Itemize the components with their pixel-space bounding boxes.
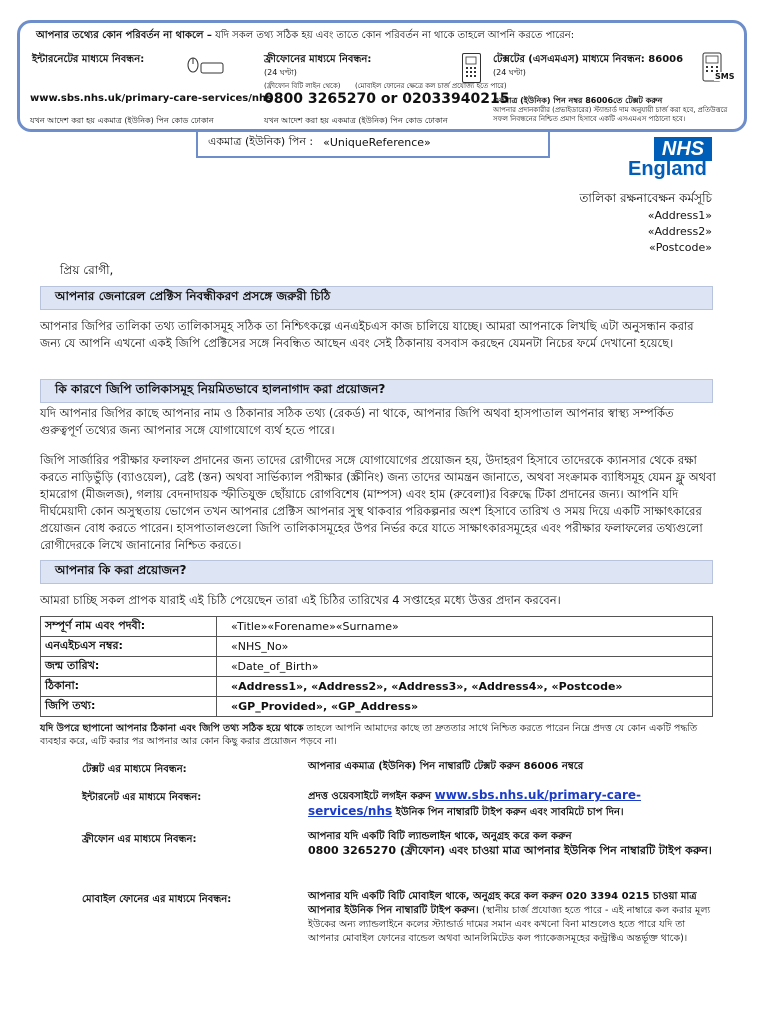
- reg-freephone-instructions: [308, 830, 718, 858]
- reg-freephone-pre: আপনার যদি একটি বিটি ল্যান্ডলাইন থাকে, অনুগ্রহ করে কল করুন: [308, 831, 572, 842]
- form-label: এনএইচএস নম্বর:: [41, 637, 217, 657]
- no-change-intro-bold: আপনার তথ্যের কোন পরিবর্তন না থাকলে –: [36, 30, 212, 41]
- address-line-4: «Postcode»: [648, 241, 712, 254]
- reg-internet-post: ইউনিক পিন নাম্বারটি টাইপ করুন এবং সাবমিটে চাপ দিন।: [395, 807, 624, 818]
- internet-url[interactable]: www.sbs.nhs.uk/primary-care-services/nhs: [30, 93, 273, 104]
- phone-label: ফ্রীফোনের মাধ্যমে নিবন্ধন:: [264, 54, 372, 65]
- table-row: [41, 657, 713, 677]
- section-heading-why-update: কি কারণে জিপি তালিকাসমূহ নিয়মিতভাবে হালনাগাদ করা প্রয়োজন?: [40, 379, 713, 403]
- unique-reference-box: [196, 129, 550, 158]
- phone-icon: [462, 53, 481, 83]
- internet-label: ইন্টারনেটের মাধ্যমে নিবন্ধন:: [32, 54, 145, 65]
- table-row: [41, 677, 713, 697]
- form-label: সম্পূর্ণ নাম এবং পদবী:: [41, 617, 217, 637]
- sms-phone-icon: [700, 52, 736, 84]
- address-block: [430, 190, 712, 256]
- reg-mobile-post: (স্থানীয় চার্জ প্রযোজ্য হতে পারে - এই নাম্বারে কল করার মূল্য ইউকের অন্য ল্যান্ডলাইনে কলের স্ট্যান্ডার্ড দামের সমান এবং কখনো বিনা মাশুলেও হতে পারে যদি তা আপনার মোবাইল ফোনের বান্ডেল অথবা আনলিমিটেড কল প্যাকেজসমূহের কন্ট্রাক্টএ অন্তর্ভূক্ত থাকে)।: [308, 905, 711, 944]
- address-line-3: «Address2»: [647, 225, 712, 238]
- form-value: «GP_Provided», «GP_Address»: [217, 697, 713, 717]
- phone-note: যখন আদেশ করা হয় একমাত্র (ইউনিক) পিন কোড ঢোকান: [264, 116, 448, 125]
- phone-hours: (24 ঘণ্টা): [264, 68, 297, 77]
- reg-mobile-pre: আপনার যদি একটি বিটি মোবাইল থাকে, অনুগ্রহ করে কল করুন 020 3394 0215 চাওয়া মাত্র আপনার ইউনিক পিন নাম্বারটি টাইপ করুন।: [308, 891, 697, 916]
- confirm-note: [40, 722, 716, 748]
- reg-mobile-instructions: [308, 890, 718, 946]
- salutation: প্রিয় রোগী,: [60, 263, 114, 277]
- confirm-note-bold: যদি উপরে ছাপানো আপনার ঠিকানা এবং জিপি তথ্য সঠিক হয়ে থাকে: [40, 723, 304, 734]
- form-label: ঠিকানা:: [41, 677, 217, 697]
- unique-ref-label: একমাত্র (ইউনিক) পিন :: [208, 135, 314, 148]
- sms-charge-note: আপনার প্রদানকারীর (প্রভাইডারের) স্ট্যান্ডার্ড দাম অনুযায়ী চার্জ করা হবে, প্রতিউত্তরে সফল নিবন্ধনের নিশ্চিত প্রমাণ হিসাবে একটি এসএমএস পাঠানো হবে।: [493, 106, 728, 123]
- section-2-paragraph-2: জিপি সার্জারির পরীক্ষার ফলাফল প্রদানের জন্য তাদের রোগীদের সঙ্গে যোগাযোগের প্রয়োজন হয়, উদাহরণ হিসাবে তাদেরকে ক্যানসার থেকে রক্ষা করতে নাড়িভুঁড়ি (ব্যাওয়েল), ব্রেষ্ট (স্তন) অথবা সার্ভিক্যাল পরীক্ষার (স্ক্রীনিং) জন্য তাদের আমন্ত্রন জানাতে, অথবা সংক্রামক ব্যাধিসমূহ যেমন ফ্লু অথবা হামরোগ (মীজলজ), গলায় বেদনাদায়ক স্ফীতিযুক্ত ছোঁয়াচে রোগবিশেষ (মাম্পস) এবং হাম (রুবেলা)র বিরুদ্ধে টিকা প্রদানের জন্য। আপনি যদি দীর্ঘমেয়াদী কোন অসুস্থতায় ভোগেন তখন আপনার প্রেক্টিস আপনার সুস্থ থাকবার পরিকল্পনার অংশ হিসাবে তারিখ ও সময় দিয়ে একটি সাক্ষাৎকারের প্রয়োজন বোধ করতে পারেন। হাসপাতালগুলো জিপি তালিকাসমূহের উপর নির্ভর করে যাতে সাক্ষাৎকারসমূহের এবং পরীক্ষার ফলাফলের তথ্যগুলো রোগীদেরকে লিখে জানানোর নিশ্চিত করতে।: [40, 453, 716, 552]
- table-row: [41, 617, 713, 637]
- reg-freephone-label: ফ্রীফোন এর মাধ্যমে নিবন্ধন:: [82, 834, 197, 845]
- form-value: «NHS_No»: [217, 637, 713, 657]
- phone-tiny-note-left: (ফ্রীফোন বিটি লাইন থেকে): [264, 82, 341, 90]
- reg-mobile-label: মোবাইল ফোনের এর মাধ্যমে নিবন্ধন:: [82, 894, 232, 905]
- reg-text-label: টেক্সট এর মাধ্যমে নিবন্ধন:: [82, 764, 187, 775]
- form-label: জন্ম তারিখ:: [41, 657, 217, 677]
- sms-icon-text: SMS: [715, 72, 735, 81]
- form-value: «Address1», «Address2», «Address3», «Address4», «Postcode»: [217, 677, 713, 697]
- form-value: «Date_of_Birth»: [217, 657, 713, 677]
- no-change-intro-rest: যদি সকল তথ্য সঠিক হয় এবং তাতে কোন পরিবর্তন না থাকে তাহলে আপনি করতে পারেন:: [215, 30, 575, 41]
- patient-details-table: [40, 616, 713, 717]
- confirm-note-rest: তাহলে আপনি আমাদের কাছে তা দ্রুততার সাথে নিশ্চিত করতে পারেন নিম্নে প্রদত্ত যে কোন একটি পদ্ধতি ব্যবহার করে, এটি করার পর আপনার আর কোন কিছু করার প্রয়োজন পড়বে না।: [40, 723, 698, 747]
- phone-numbers: 0800 3265270 or 02033940215: [264, 91, 510, 107]
- table-row: [41, 637, 713, 657]
- sms-pin-note: একমাত্র (ইউনিক) পিন নম্বর 86006তে টেক্সট করুন: [493, 96, 663, 105]
- section-2-paragraph-1: যদি আপনার জিপির কাছে আপনার নাম ও ঠিকানার সঠিক তথ্য (রেকর্ড) না থাকে, আপনার জিপি অথবা হাসপাতাল আপনার স্বাস্থ্য সম্পর্কিত গুরুত্বপূর্ণ তথ্যের জন্য আপনার সঙ্গে যোগাযোগে ব্যর্থ হতে পারে।: [40, 406, 674, 437]
- form-label: জিপি তথ্য:: [41, 697, 217, 717]
- address-line-1: তালিকা রক্ষনাবেক্ষন কর্মসূচি: [579, 191, 712, 205]
- section-3-paragraph: আমরা চাচ্ছি সকল প্রাপক যারাই এই চিঠি পেয়েছেন তারা এই চিঠির তারিখের 4 সপ্তাহের মধ্যে উত্তর প্রদান করবেন।: [40, 593, 561, 607]
- unique-ref-value: «UniqueReference»: [323, 136, 431, 149]
- mouse-keyboard-icon: [186, 55, 208, 73]
- phone-tiny-note-right: (মোবাইল ফোনের ক্ষেত্রে কল চার্জ প্রযোজ্য হতে পারে): [355, 82, 507, 90]
- reg-internet-link[interactable]: www.sbs.nhs.uk/primary-care-services/nhs: [308, 788, 641, 818]
- nhs-logo: NHS: [654, 137, 712, 161]
- section-1-paragraph: আপনার জিপির তালিকা তথ্য তালিকাসমূহ সঠিক তা নিশ্চিৎকল্পে এনএইচএস কাজ চালিয়ে যাচ্ছে। আমরা আপনাকে লিখছি এটা অনুসন্ধান করার জন্য যে আপনি এখনো একই জিপি প্রেক্টিসের সঙ্গে নিবন্ধিত আছেন এবং সেই ঠিকানায় বসবাস করছেন যেমনটা নিচের ফর্মে দেখানো হয়েছে।: [40, 319, 694, 350]
- reg-internet-pre: প্রদত্ত ওয়েবসাইটে লগইন করুন: [308, 791, 432, 802]
- section-heading-what-to-do: আপনার কি করা প্রয়োজন?: [40, 560, 713, 584]
- form-value: «Title»«Forename»«Surname»: [217, 617, 713, 637]
- no-change-intro: [36, 28, 736, 45]
- table-row: [41, 697, 713, 717]
- sms-hours: (24 ঘণ্টা): [493, 68, 526, 77]
- reg-internet-label: ইন্টারনেট এর মাধ্যমে নিবন্ধন:: [82, 792, 202, 803]
- reg-freephone-number: 0800 3265270 (ফ্রীফোন) এবং চাওয়া মাত্র আপনার ইউনিক পিন নাম্বারটি টাইপ করুন।: [308, 844, 712, 857]
- internet-note: যখন আদেশ করা হয় একমাত্র (ইউনিক) পিন কোড ঢোকান: [30, 116, 214, 125]
- address-line-2: «Address1»: [647, 209, 712, 222]
- england-logo-text: England: [628, 158, 707, 180]
- section-heading-urgent: আপনার জেনারেল প্রেক্টিস নিবন্ধীকরণ প্রসঙ্গে জরুরী চিঠি: [40, 286, 713, 310]
- reg-internet-instructions: [308, 788, 718, 820]
- reg-text-instructions: আপনার একমাত্র (ইউনিক) পিন নাম্বারটি টেক্সট করুন 86006 নম্বরে: [308, 761, 584, 772]
- sms-label: টেক্সটের (এসএমএস) মাধ্যমে নিবন্ধন: 86006: [493, 54, 684, 65]
